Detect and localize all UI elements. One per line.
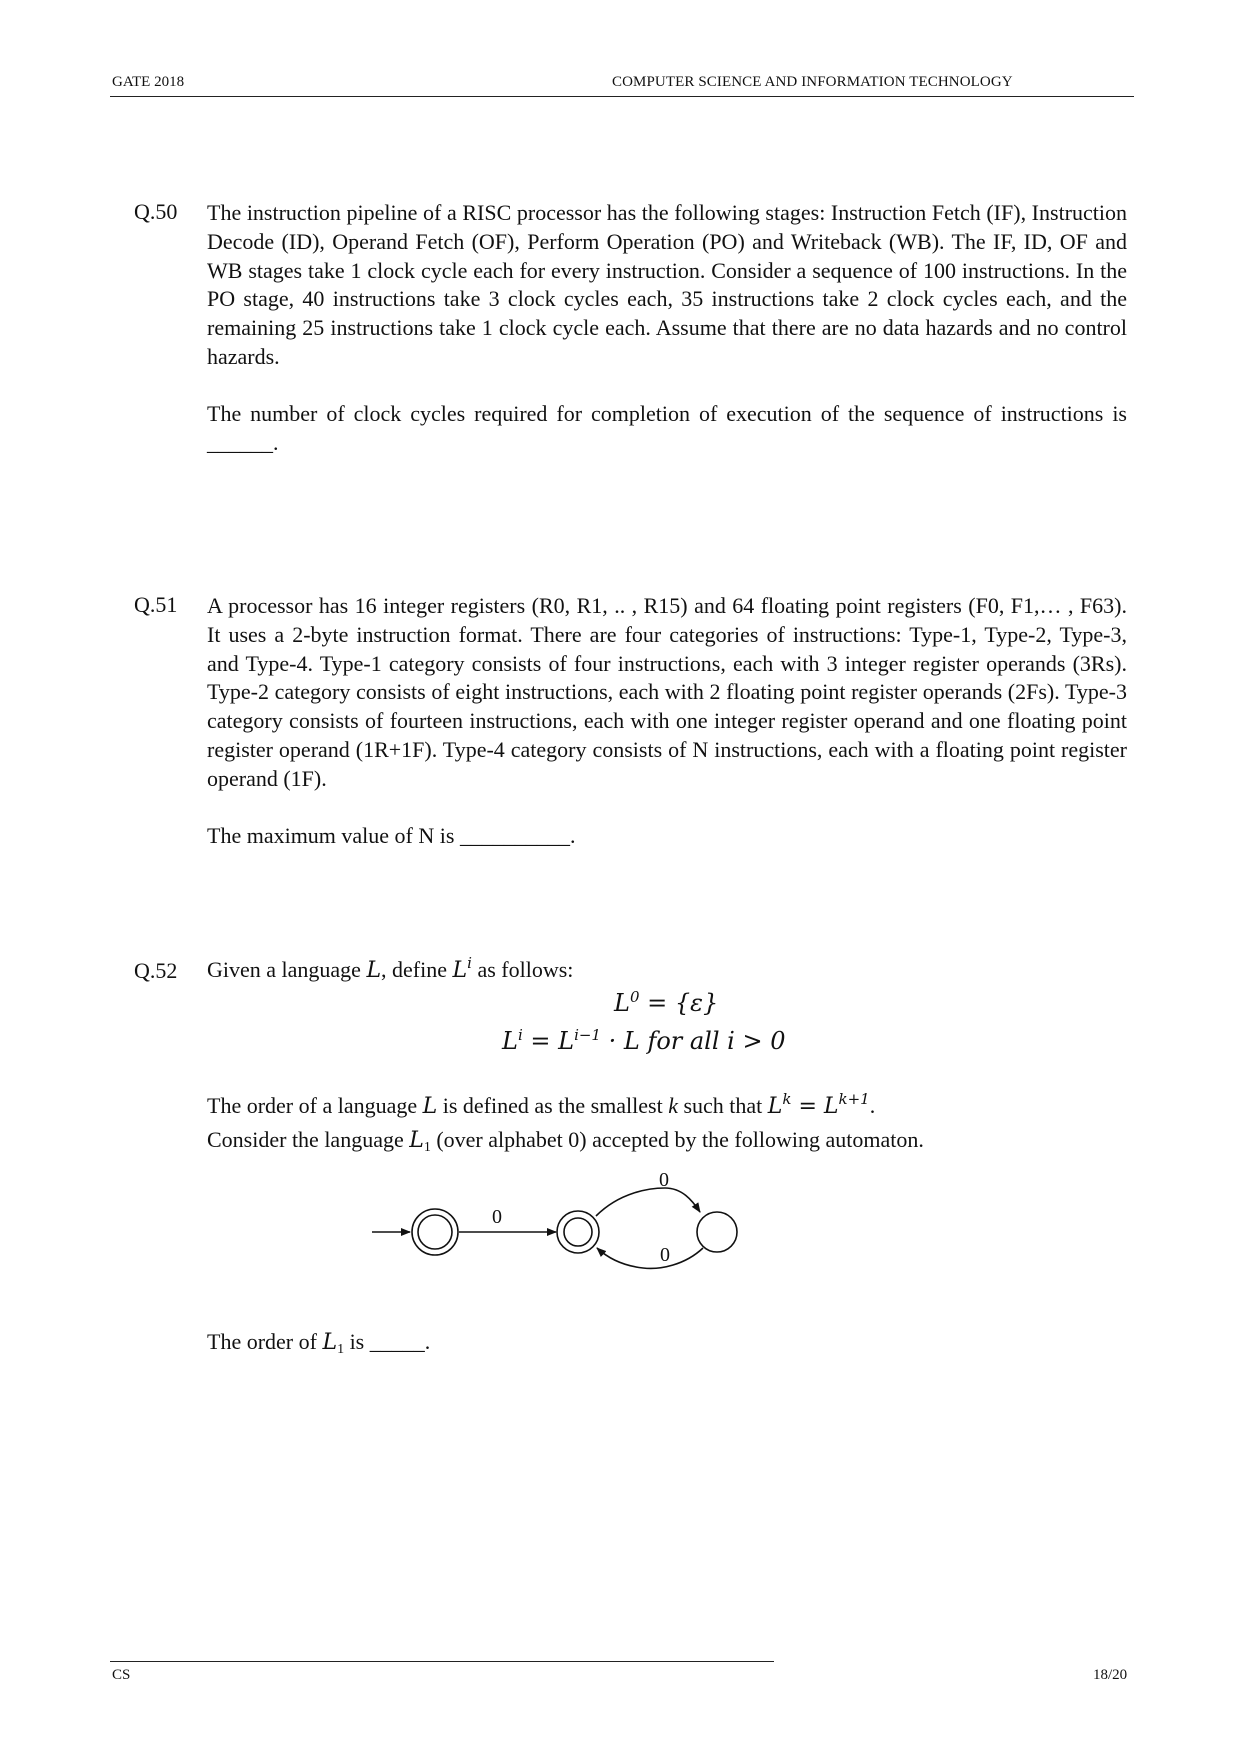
q52-intro-text-a: Given a language [207,957,367,982]
consider-text-a: Consider the language [207,1126,410,1152]
eq1-rhs: = {ε} [639,989,719,1017]
state-q2 [697,1212,737,1252]
edge-q2-q1-label: 0 [660,1244,670,1266]
automaton-diagram [360,1170,780,1280]
eq1-lhs: L [614,989,630,1017]
footer-section-code: CS [112,1667,131,1683]
q50-body [207,199,1127,457]
order-text-a: The order of a language [207,1093,423,1118]
q52-number: Q.52 [134,958,178,983]
order-text-d: . [869,1093,876,1118]
edge-q1-q2-label: 0 [659,1170,669,1191]
eq2-mid: = L [522,1027,575,1055]
order-Lk: L [767,1094,783,1119]
order-L: L [422,1094,438,1119]
q52-intro-text-b: , define [381,957,453,982]
q50-paragraph-1: The instruction pipeline of a RISC processor has the following stages: Instruction Fetch (IF), Instruction Decode (ID), Operand Fetch (OF), Perform Operation (PO) and Writeback (WB). The IF, ID, OF and WB stages take 1 clock cycle each for every instruction. Consider a sequence of 100 instructions. In the PO stage, 40 instructions take 3 clock cycles each, 35 instructions take 2 clock cycles each, and the remaining 25 instructions take 1 clock cycle each. Assume that there are no data hazards and no control hazards. [207,200,1127,369]
order-text-b: is defined as the smallest [437,1093,669,1118]
q50-number: Q.50 [134,199,178,224]
q52-intro-Li: L [452,958,468,983]
eq1-sup: 0 [629,988,640,1006]
consider-L: L [409,1127,424,1153]
consider-sub: 1 [423,1139,431,1155]
q52-equation-1 [614,989,718,1017]
q52-intro [207,956,1127,986]
q51-number: Q.51 [134,592,178,617]
state-q0 [412,1209,458,1255]
footer-page-number: 18/20 [1093,1667,1128,1683]
footer-rule [110,1661,774,1662]
q52-equation-2 [502,1027,785,1055]
final-text-b: is _____. [344,1329,431,1354]
header-exam-name: GATE 2018 [112,74,185,90]
order-text-c: such that [677,1093,768,1118]
order-eq: = L [791,1094,839,1119]
q52-consider-line [207,1126,1127,1156]
edge-q1-q2 [596,1188,700,1216]
eq2-lhs: L [502,1027,518,1055]
consider-text-b: (over alphabet 0) accepted by the following automaton. [430,1126,924,1152]
q50-paragraph-2: The number of clock cycles required for completion of execution of the sequence of instructions is ______. [207,400,1127,455]
q52-final-question [207,1328,1127,1358]
q51-paragraph-1: A processor has 16 integer registers (R0, R1, .. , R15) and 64 floating point registers (F0, F1,… , F63). It uses a 2-byte instruction format. There are four categories of instructions: Type-1, Type-2, Type-3, and Type-4. Type-1 category consists of four instructions, each with 3 integer register operands (3Rs). Type-2 category consists of eight instructions, each with 2 floating point register operands (2Fs). Type-3 category consists of fourteen instructions, each with one integer register operand and one floating point register operand (1R+1F). Type-4 category consists of N instructions, each with a floating point register operand (1F). [207,593,1127,791]
eq2-rhs: · L for all i > 0 [600,1027,786,1055]
edge-q0-q1-label: 0 [492,1206,502,1228]
final-sub: 1 [337,1342,345,1357]
q52-order-definition [207,1092,1127,1156]
q52-intro-L: L [366,958,382,983]
header-subject: COMPUTER SCIENCE AND INFORMATION TECHNOLOGY [612,74,1013,90]
order-k: k [668,1093,678,1118]
q52-intro-i: i [467,954,472,972]
q52-intro-text-c: as follows: [471,957,574,982]
q52-order-line [207,1092,1127,1122]
q51-body [207,592,1127,850]
eq2-sup: i [517,1026,523,1044]
final-L: L [322,1330,338,1355]
order-k1-sup: k+1 [838,1090,870,1108]
state-q1 [557,1211,599,1253]
edge-q2-q1 [597,1248,703,1268]
eq2-sup2: i−1 [574,1026,601,1044]
header-rule [110,96,1134,97]
order-k-sup: k [782,1090,792,1108]
q51-paragraph-2: The maximum value of N is __________. [207,822,576,848]
final-text-a: The order of [207,1329,323,1354]
